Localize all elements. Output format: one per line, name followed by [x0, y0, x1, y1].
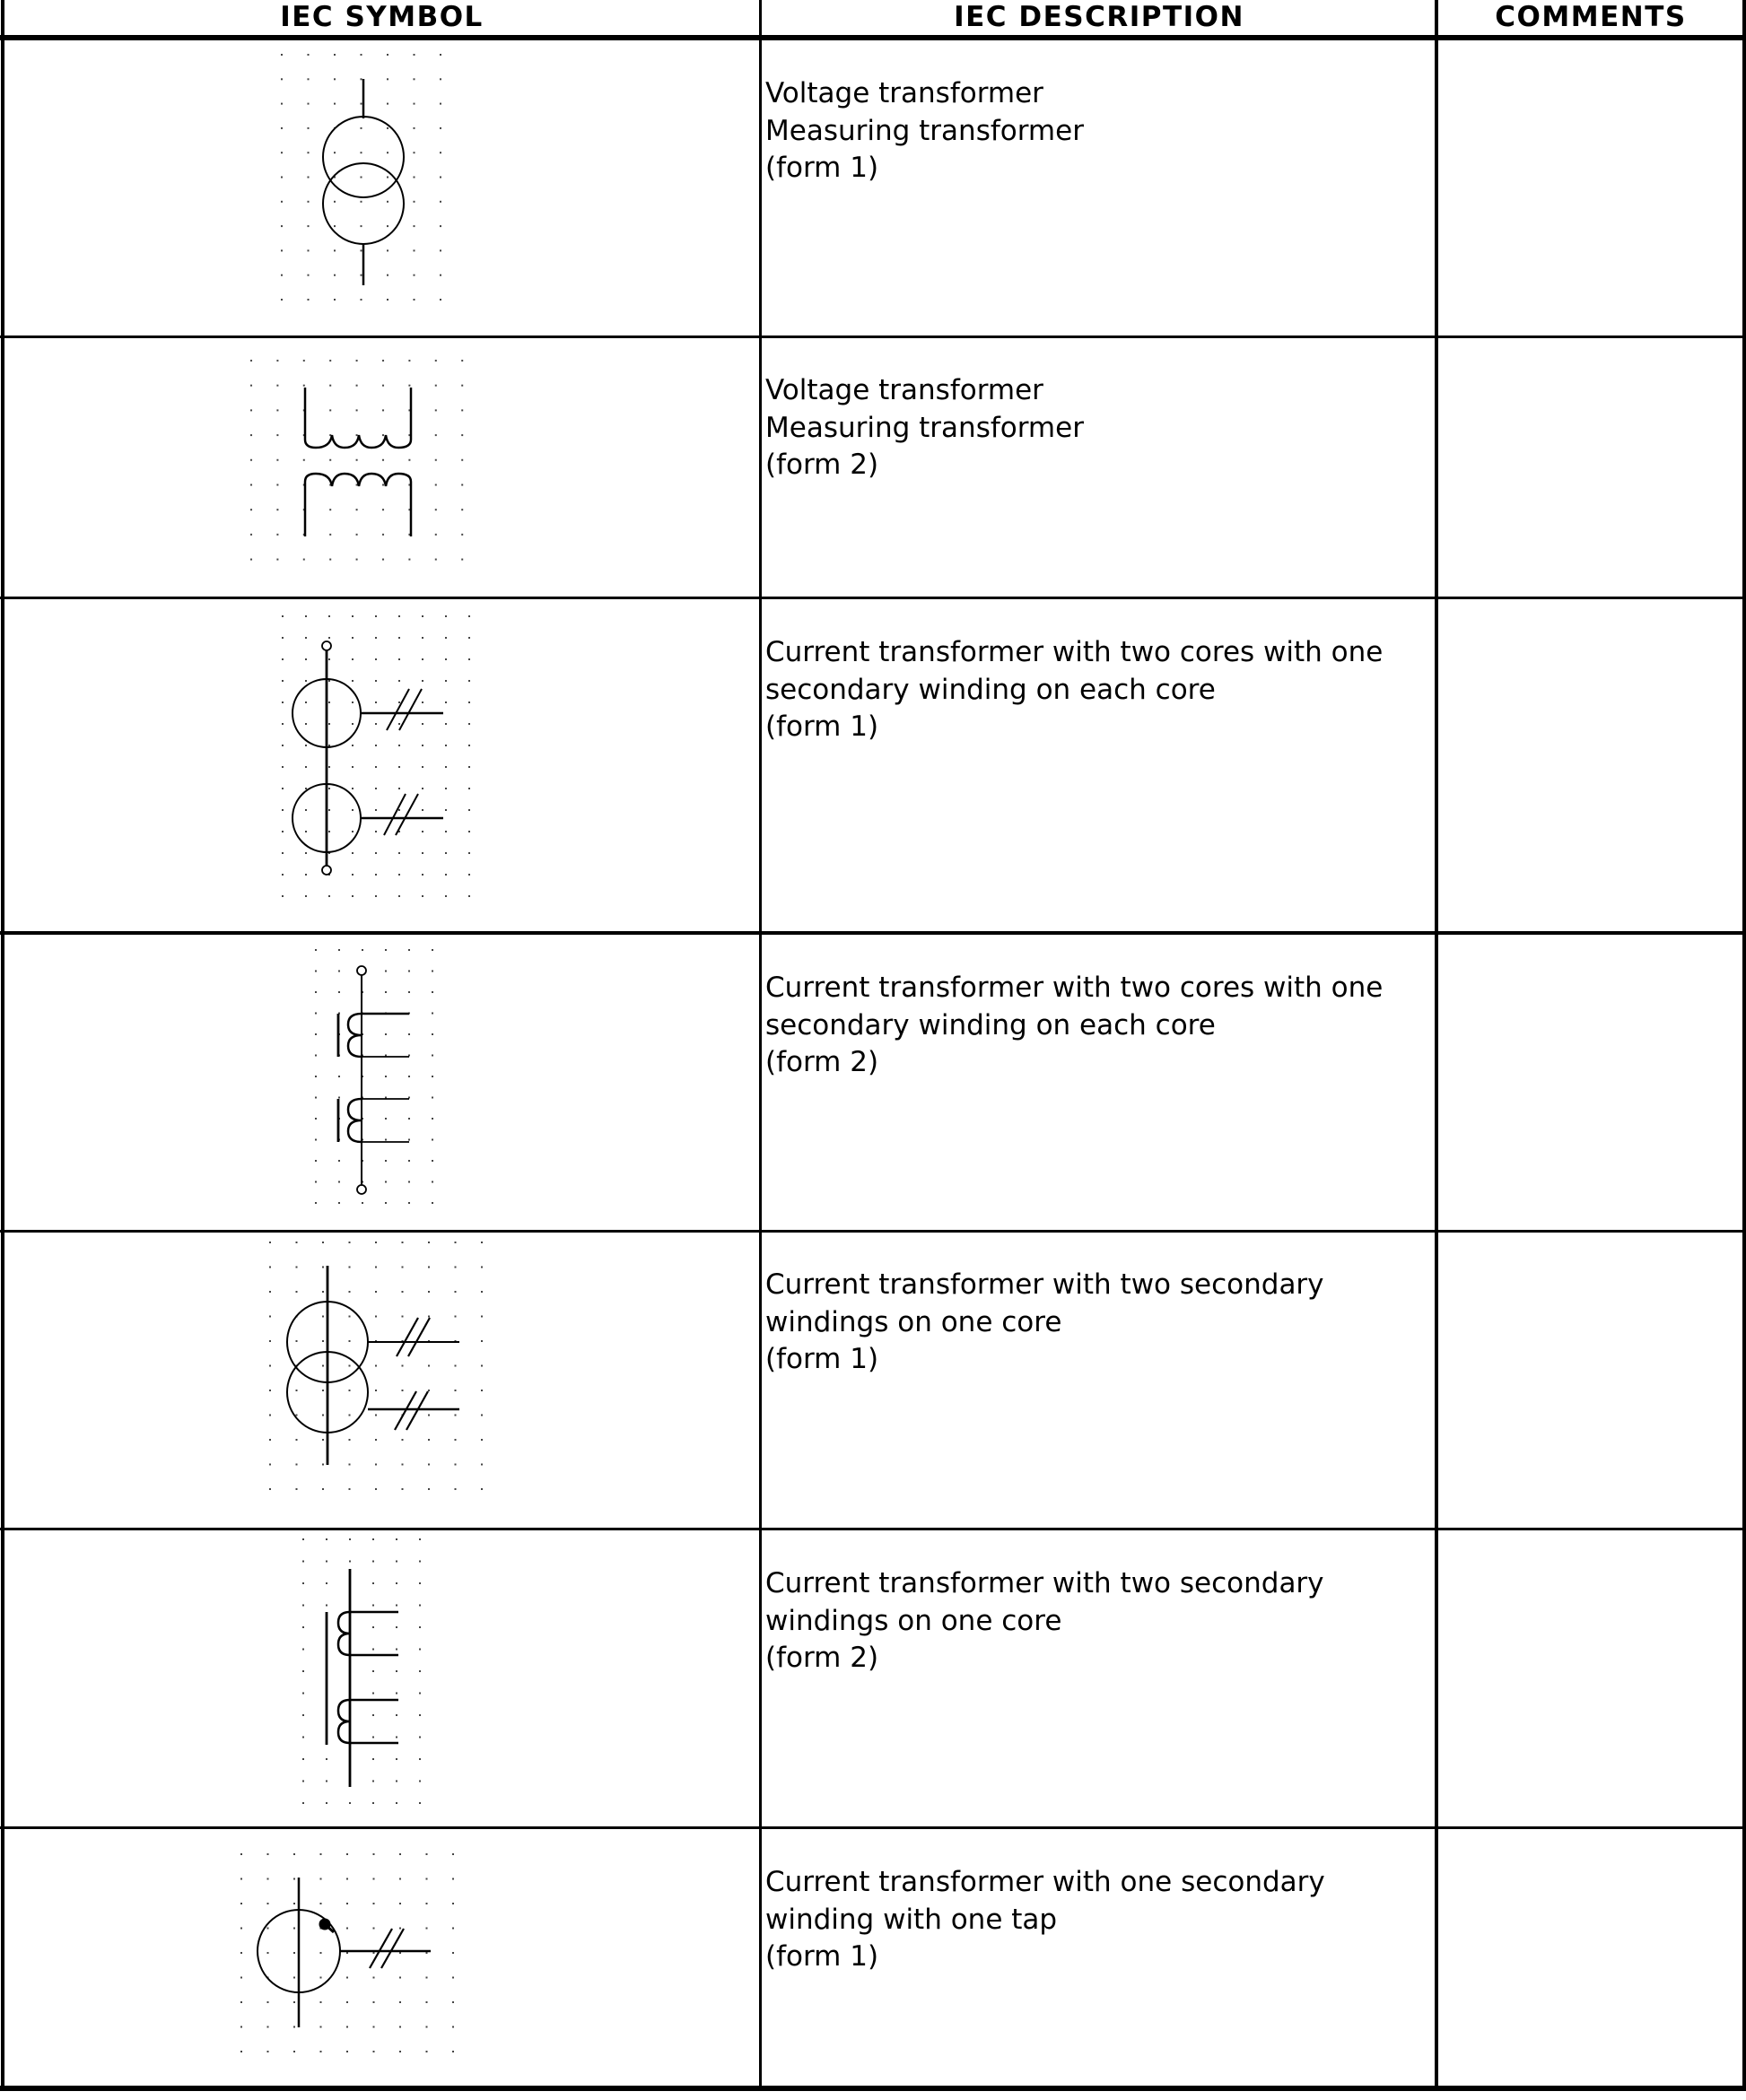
table-row: [0, 599, 1746, 931]
current-transformer-two-cores-form1-icon: [269, 615, 485, 902]
table-row: [0, 38, 1746, 335]
description-line: secondary winding on each core: [765, 673, 1216, 706]
description-cell: [765, 970, 1429, 1082]
description-line: Measuring transformer: [765, 411, 1084, 444]
symbol-cell: [4, 1829, 760, 2086]
table-row: [0, 1530, 1746, 1826]
description-line: winding with one tap: [765, 1903, 1058, 1936]
description-cell: [765, 1864, 1429, 1976]
table-row: [0, 1233, 1746, 1528]
symbol-cell: [4, 38, 760, 335]
symbol-cell: [4, 935, 760, 1230]
symbol-cell: [4, 338, 760, 597]
header-iec-symbol: IEC SYMBOL: [280, 1, 484, 33]
description-line: (form 1): [765, 152, 879, 184]
description-line: (form 2): [765, 449, 879, 481]
description-cell: [765, 1267, 1429, 1379]
comments-cell[interactable]: [1439, 38, 1742, 335]
description-line: Current transformer with one secondary: [765, 1866, 1325, 1898]
description-cell: [765, 634, 1429, 746]
description-line: windings on one core: [765, 1305, 1062, 1338]
comments-cell[interactable]: [1439, 338, 1742, 597]
description-line: Measuring transformer: [765, 114, 1084, 147]
header-comments: COMMENTS: [1495, 1, 1687, 33]
current-transformer-two-secondaries-form2-icon: [296, 1538, 440, 1816]
comments-cell[interactable]: [1439, 1233, 1742, 1528]
description-line: Voltage transformer: [765, 374, 1043, 406]
comments-cell[interactable]: [1439, 1829, 1742, 2086]
description-line: Current transformer with two cores with one: [765, 972, 1384, 1004]
comments-cell[interactable]: [1439, 599, 1742, 931]
table-row: [0, 1829, 1746, 2086]
symbol-cell: [4, 599, 760, 931]
description-cell: [765, 75, 1429, 187]
description-line: Current transformer with two secondary: [765, 1268, 1324, 1301]
comments-cell[interactable]: [1439, 1530, 1742, 1826]
current-transformer-two-cores-form2-icon: [309, 944, 443, 1213]
description-line: Voltage transformer: [765, 77, 1043, 109]
description-line: secondary winding on each core: [765, 1008, 1216, 1041]
table-row: [0, 935, 1746, 1230]
description-line: (form 1): [765, 1940, 879, 1973]
header-iec-description: IEC DESCRIPTION: [954, 1, 1244, 33]
current-transformer-one-tap-form1-icon: [233, 1847, 467, 2062]
table-row: [0, 338, 1746, 597]
description-cell: [765, 1565, 1429, 1677]
description-line: (form 2): [765, 1046, 879, 1078]
description-line: Current transformer with two cores with one: [765, 636, 1384, 668]
description-line: windings on one core: [765, 1604, 1062, 1637]
comments-cell[interactable]: [1439, 935, 1742, 1230]
table-border-bottom: [0, 2086, 1746, 2091]
current-transformer-two-secondaries-form1-icon: [262, 1242, 495, 1502]
symbol-cell: [4, 1233, 760, 1528]
description-line: (form 1): [765, 710, 879, 743]
description-line: Current transformer with two secondary: [765, 1567, 1324, 1599]
symbol-cell: [4, 1530, 760, 1826]
description-line: (form 1): [765, 1343, 879, 1375]
description-line: (form 2): [765, 1642, 879, 1674]
voltage-transformer-form2-icon: [244, 356, 479, 567]
description-cell: [765, 372, 1429, 484]
voltage-transformer-form1-icon: [273, 54, 461, 314]
